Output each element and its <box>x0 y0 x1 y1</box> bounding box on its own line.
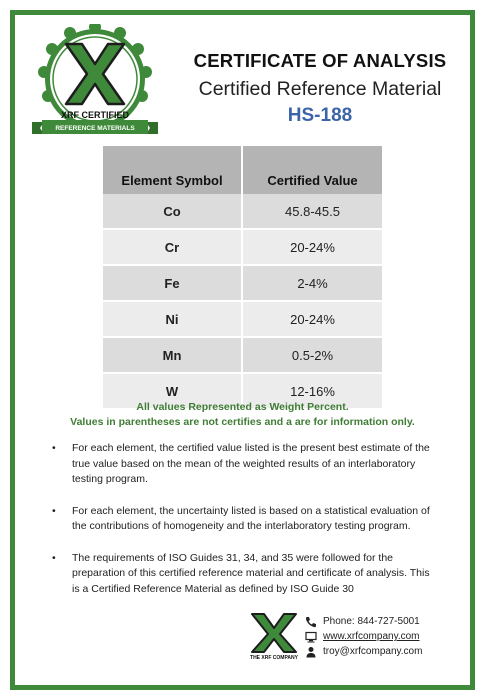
table-row <box>103 229 382 265</box>
certified-value-cell: 0.5-2% <box>242 337 382 373</box>
table-row <box>103 337 382 373</box>
list-item-text: The requirements of ISO Guides 31, 34, and 35 were followed for the preparation of this certified reference material and certificate of analysis. This is a Certified Reference Material as defined by ISO Guide 30 <box>72 551 430 595</box>
list-item <box>52 551 432 598</box>
column-header-element-symbol: Element Symbol <box>103 146 242 194</box>
company-logo-graphic <box>248 612 300 660</box>
weight-percent-note <box>40 400 445 430</box>
table-row <box>103 194 382 229</box>
element-symbol-cell: Fe <box>103 265 242 301</box>
list-item <box>52 441 432 488</box>
table-header-row <box>103 146 382 194</box>
seal-brand-text: XRF CERTIFIED <box>60 110 130 120</box>
list-item-text: For each element, the certified value listed is the present best estimate of the true value based on the mean of the weighted results of an interlaboratory testing program. <box>72 442 430 485</box>
certified-value-cell: 2-4% <box>242 265 382 301</box>
table-row <box>103 301 382 337</box>
bullet-icon: • <box>52 442 56 454</box>
list-item-text: For each element, the uncertainty listed is based on a statistical evaluation of the contributions of homogeneity and the interlaboratory testing program. <box>72 504 430 532</box>
element-symbol-cell: W <box>103 373 242 409</box>
person-icon <box>305 646 317 658</box>
bullet-icon: • <box>52 504 56 517</box>
bullet-icon: • <box>52 551 56 564</box>
page-title: CERTIFICATE OF ANALYSIS <box>193 50 447 71</box>
table-row <box>103 265 382 301</box>
seal-ribbon-text: REFERENCE MATERIALS <box>55 125 135 132</box>
certificate-header <box>170 50 470 127</box>
website-row <box>305 629 422 644</box>
company-logo-text: THE XRF COMPANY <box>250 655 298 660</box>
contact-info <box>305 614 422 659</box>
note-line-1: All values Represented as Weight Percent. <box>136 401 349 413</box>
email-text[interactable]: troy@xrfcompany.com <box>323 646 423 657</box>
certified-value-cell: 12-16% <box>242 373 382 409</box>
element-symbol-cell: Mn <box>103 337 242 373</box>
certified-value-cell: 45.8-45.5 <box>242 194 382 229</box>
certified-value-cell: 20-24% <box>242 229 382 265</box>
phone-icon <box>305 616 317 628</box>
phone-row <box>305 614 422 629</box>
certified-values-table <box>103 146 382 410</box>
certification-notes-list <box>52 441 432 613</box>
element-symbol-cell: Ni <box>103 301 242 337</box>
element-symbol-cell: Co <box>103 194 242 229</box>
computer-icon <box>305 631 317 643</box>
product-code: HS-188 <box>287 105 353 126</box>
note-line-2: Values in parentheses are not certifies and a are for information only. <box>70 416 415 428</box>
list-item <box>52 504 432 535</box>
seal-graphic <box>30 24 160 142</box>
xrf-certified-seal <box>30 24 160 142</box>
phone-text: Phone: 844-727-5001 <box>323 616 420 627</box>
website-link[interactable]: www.xrfcompany.com <box>323 631 420 642</box>
element-symbol-cell: Cr <box>103 229 242 265</box>
page-subtitle: Certified Reference Material <box>198 78 442 100</box>
certified-value-cell: 20-24% <box>242 301 382 337</box>
column-header-certified-value: Certified Value <box>242 146 382 194</box>
email-row <box>305 644 422 659</box>
xrf-company-logo <box>248 612 300 660</box>
